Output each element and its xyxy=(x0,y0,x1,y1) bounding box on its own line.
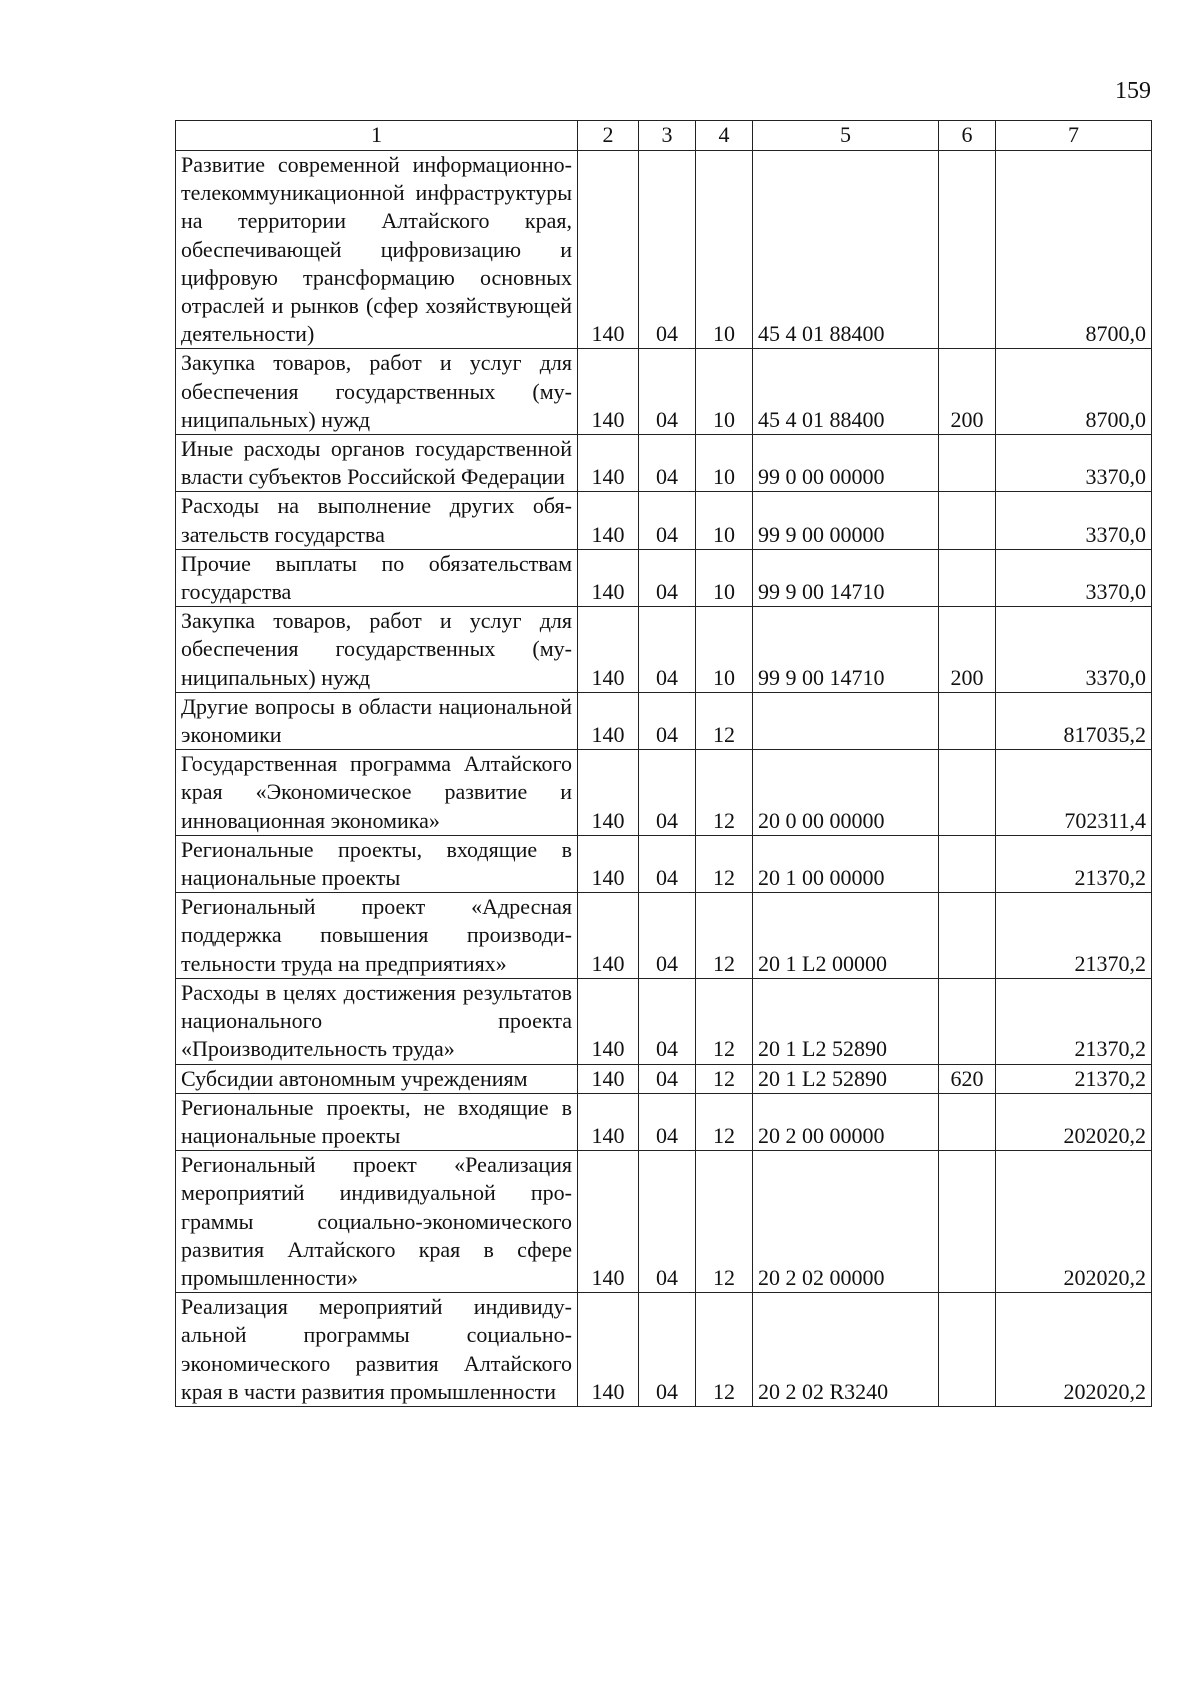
expense-type-code xyxy=(939,692,996,749)
item-name: Развитие современной информационно-телекоммуникационной инфраструктуры на территории Алтайского края, обеспечивающей цифровизацию и цифровую трансформацию основных отраслей и рынков (сфер хозяйствующей деятельности) xyxy=(176,151,578,349)
header-col-1: 1 xyxy=(176,121,578,151)
subsection-code: 10 xyxy=(696,349,753,435)
section-code: 04 xyxy=(639,151,696,349)
section-code: 04 xyxy=(639,549,696,606)
amount: 3370,0 xyxy=(996,492,1152,549)
item-name: Другие вопросы в области национальной экономики xyxy=(176,692,578,749)
subsection-code: 10 xyxy=(696,151,753,349)
expense-type-code xyxy=(939,893,996,979)
item-name: Региональный проект «Адресная поддержка повышения производительности труда на предприятиях» xyxy=(176,893,578,979)
table-body xyxy=(176,151,1152,1407)
item-name: Иные расходы органов государственной власти субъектов Российской Федерации xyxy=(176,435,578,492)
ministry-code: 140 xyxy=(578,349,639,435)
ministry-code: 140 xyxy=(578,692,639,749)
ministry-code: 140 xyxy=(578,1293,639,1407)
subsection-code: 12 xyxy=(696,750,753,836)
section-code: 04 xyxy=(639,750,696,836)
target-article-code: 20 1 L2 52890 xyxy=(753,1064,939,1093)
amount: 202020,2 xyxy=(996,1151,1152,1293)
subsection-code: 12 xyxy=(696,1151,753,1293)
amount: 21370,2 xyxy=(996,1064,1152,1093)
item-name: Прочие выплаты по обязательствам государства xyxy=(176,549,578,606)
table-row xyxy=(176,1064,1152,1093)
header-col-7: 7 xyxy=(996,121,1152,151)
amount: 21370,2 xyxy=(996,893,1152,979)
expense-type-code xyxy=(939,1151,996,1293)
amount: 8700,0 xyxy=(996,349,1152,435)
target-article-code: 99 9 00 14710 xyxy=(753,607,939,693)
subsection-code: 12 xyxy=(696,1293,753,1407)
subsection-code: 12 xyxy=(696,978,753,1064)
subsection-code: 10 xyxy=(696,607,753,693)
amount: 817035,2 xyxy=(996,692,1152,749)
target-article-code: 45 4 01 88400 xyxy=(753,151,939,349)
expense-type-code xyxy=(939,492,996,549)
amount: 21370,2 xyxy=(996,978,1152,1064)
section-code: 04 xyxy=(639,893,696,979)
ministry-code: 140 xyxy=(578,492,639,549)
header-col-4: 4 xyxy=(696,121,753,151)
header-row xyxy=(176,121,1152,151)
table-row xyxy=(176,1293,1152,1407)
header-col-6: 6 xyxy=(939,121,996,151)
expense-type-code: 200 xyxy=(939,349,996,435)
table-row xyxy=(176,893,1152,979)
budget-table xyxy=(175,120,1152,1407)
target-article-code: 20 2 02 R3240 xyxy=(753,1293,939,1407)
item-name: Государственная программа Алтайского края «Экономическое развитие и инновационная экономика» xyxy=(176,750,578,836)
section-code: 04 xyxy=(639,692,696,749)
subsection-code: 10 xyxy=(696,435,753,492)
subsection-code: 12 xyxy=(696,1064,753,1093)
table-row xyxy=(176,978,1152,1064)
section-code: 04 xyxy=(639,1064,696,1093)
item-name: Закупка товаров, работ и услуг для обеспечения государственных (муниципальных) нужд xyxy=(176,607,578,693)
ministry-code: 140 xyxy=(578,978,639,1064)
header-col-2: 2 xyxy=(578,121,639,151)
section-code: 04 xyxy=(639,607,696,693)
amount: 3370,0 xyxy=(996,549,1152,606)
section-code: 04 xyxy=(639,835,696,892)
section-code: 04 xyxy=(639,435,696,492)
table-row xyxy=(176,151,1152,349)
section-code: 04 xyxy=(639,349,696,435)
section-code: 04 xyxy=(639,492,696,549)
expense-type-code xyxy=(939,151,996,349)
header-col-5: 5 xyxy=(753,121,939,151)
target-article-code: 99 9 00 14710 xyxy=(753,549,939,606)
expense-type-code: 620 xyxy=(939,1064,996,1093)
table-row xyxy=(176,435,1152,492)
ministry-code: 140 xyxy=(578,549,639,606)
expense-type-code xyxy=(939,435,996,492)
amount: 8700,0 xyxy=(996,151,1152,349)
amount: 702311,4 xyxy=(996,750,1152,836)
subsection-code: 12 xyxy=(696,692,753,749)
expense-type-code xyxy=(939,1093,996,1150)
ministry-code: 140 xyxy=(578,835,639,892)
item-name: Региональные проекты, не входящие в национальные проекты xyxy=(176,1093,578,1150)
ministry-code: 140 xyxy=(578,435,639,492)
ministry-code: 140 xyxy=(578,607,639,693)
item-name: Региональный проект «Реализация мероприятий индивидуальной программы социально-экономического развития Алтайского края в сфере промышленности» xyxy=(176,1151,578,1293)
header-col-3: 3 xyxy=(639,121,696,151)
target-article-code: 45 4 01 88400 xyxy=(753,349,939,435)
target-article-code: 20 1 00 00000 xyxy=(753,835,939,892)
item-name: Региональные проекты, входящие в национальные проекты xyxy=(176,835,578,892)
subsection-code: 10 xyxy=(696,549,753,606)
expense-type-code xyxy=(939,978,996,1064)
table-row xyxy=(176,549,1152,606)
target-article-code: 20 1 L2 00000 xyxy=(753,893,939,979)
ministry-code: 140 xyxy=(578,151,639,349)
section-code: 04 xyxy=(639,1093,696,1150)
item-name: Субсидии автономным учреждениям xyxy=(176,1064,578,1093)
ministry-code: 140 xyxy=(578,1064,639,1093)
expense-type-code: 200 xyxy=(939,607,996,693)
table-row xyxy=(176,349,1152,435)
target-article-code: 20 0 00 00000 xyxy=(753,750,939,836)
item-name: Расходы на выполнение других обязательств государства xyxy=(176,492,578,549)
table-row xyxy=(176,607,1152,693)
table-row xyxy=(176,1093,1152,1150)
amount: 202020,2 xyxy=(996,1093,1152,1150)
item-name: Реализация мероприятий индивидуальной программы социально-экономического развития Алтайского края в части развития промышленности xyxy=(176,1293,578,1407)
section-code: 04 xyxy=(639,1151,696,1293)
ministry-code: 140 xyxy=(578,1093,639,1150)
amount: 3370,0 xyxy=(996,435,1152,492)
amount: 202020,2 xyxy=(996,1293,1152,1407)
section-code: 04 xyxy=(639,978,696,1064)
expense-type-code xyxy=(939,835,996,892)
table-row xyxy=(176,750,1152,836)
subsection-code: 12 xyxy=(696,1093,753,1150)
expense-type-code xyxy=(939,750,996,836)
table-row xyxy=(176,1151,1152,1293)
table-row xyxy=(176,692,1152,749)
amount: 3370,0 xyxy=(996,607,1152,693)
subsection-code: 12 xyxy=(696,835,753,892)
target-article-code: 20 2 00 00000 xyxy=(753,1093,939,1150)
page-number: 159 xyxy=(1115,78,1151,104)
subsection-code: 10 xyxy=(696,492,753,549)
amount: 21370,2 xyxy=(996,835,1152,892)
ministry-code: 140 xyxy=(578,893,639,979)
target-article-code: 99 9 00 00000 xyxy=(753,492,939,549)
item-name: Расходы в целях достижения результатов национального проекта «Производительность труда» xyxy=(176,978,578,1064)
table-row xyxy=(176,492,1152,549)
ministry-code: 140 xyxy=(578,750,639,836)
subsection-code: 12 xyxy=(696,893,753,979)
table-row xyxy=(176,835,1152,892)
target-article-code: 20 2 02 00000 xyxy=(753,1151,939,1293)
target-article-code xyxy=(753,692,939,749)
expense-type-code xyxy=(939,1293,996,1407)
target-article-code: 20 1 L2 52890 xyxy=(753,978,939,1064)
expense-type-code xyxy=(939,549,996,606)
target-article-code: 99 0 00 00000 xyxy=(753,435,939,492)
item-name: Закупка товаров, работ и услуг для обеспечения государственных (муниципальных) нужд xyxy=(176,349,578,435)
section-code: 04 xyxy=(639,1293,696,1407)
ministry-code: 140 xyxy=(578,1151,639,1293)
